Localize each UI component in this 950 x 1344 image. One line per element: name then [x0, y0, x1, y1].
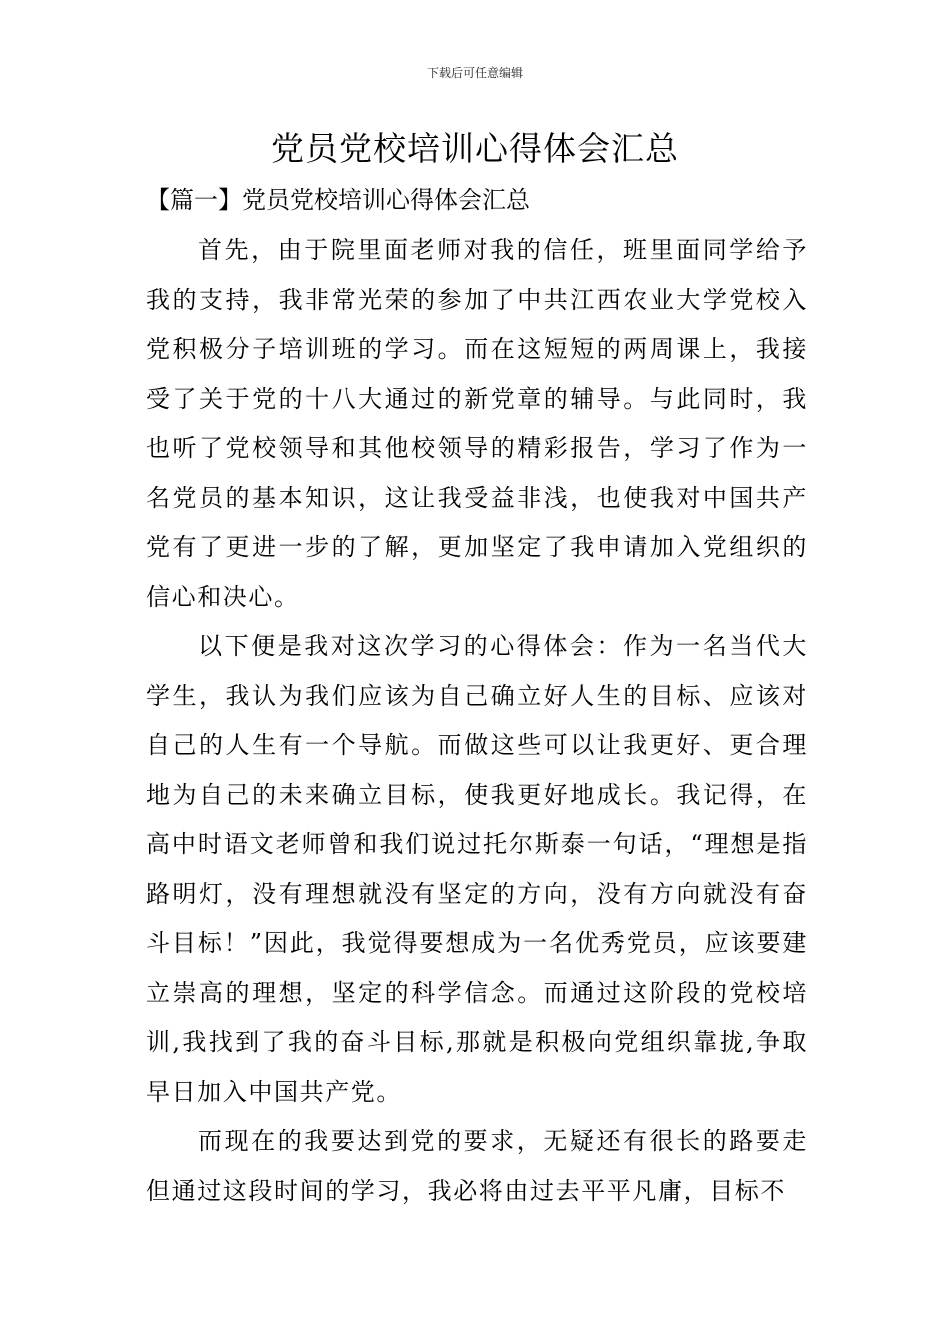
- section-heading: 【篇一】党员党校培训心得体会汇总: [146, 186, 530, 214]
- paragraph-1: 首先，由于院里面老师对我的信任，班里面同学给予我的支持，我非常光荣的参加了中共江西农业大学党校入党积极分子培训班的学习。而在这短短的两周课上，我接受了关于党的十八大通过的新党章的辅导。与此同时，我也听了党校领导和其他校领导的精彩报告，学习了作为一名党员的基本知识，这让我受益非浅，也使我对中国共产党有了更进一步的了解，更加坚定了我申请加入党组织的信心和决心。: [146, 236, 808, 611]
- paragraph-3: 而现在的我要达到党的要求，无疑还有很长的路要走但通过这段时间的学习，我必将由过去平平凡庸，目标不: [146, 1127, 808, 1205]
- document-title: 党员党校培训心得体会汇总: [271, 129, 679, 168]
- page-header-note: 下载后可任意编辑: [426, 66, 523, 80]
- document-body: [146, 178, 808, 1216]
- paragraph-2: 以下便是我对这次学习的心得体会：作为一名当代大学生，我认为我们应该为自己确立好人生的目标、应该对自己的人生有一个导航。而做这些可以让我更好、更合理地为自己的未来确立目标，使我更好地成长。我记得，在高中时语文老师曾和我们说过托尔斯泰一句话，“理想是指路明灯，没有理想就没有坚定的方向，没有方向就没有奋斗目标！”因此，我觉得要想成为一名优秀党员，应该要建立崇高的理想，坚定的科学信念。而通过这阶段的党校培训,我找到了我的奋斗目标,那就是积极向党组织靠拢,争取早日加入中国共产党。: [146, 632, 808, 1106]
